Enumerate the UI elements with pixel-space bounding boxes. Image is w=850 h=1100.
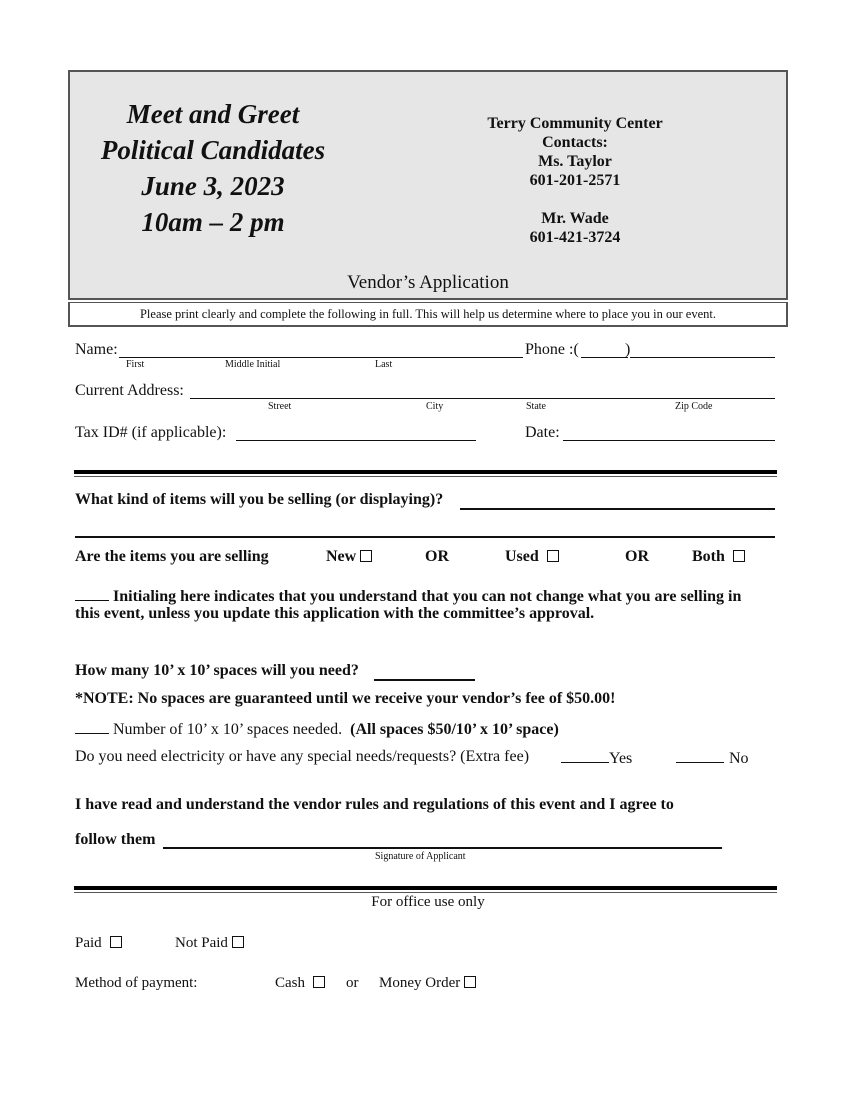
yes-field[interactable] (561, 748, 609, 763)
initial-statement (75, 586, 741, 606)
or-text: or (346, 975, 359, 991)
or-text: OR (625, 548, 649, 565)
signature-caption: Signature of Applicant (375, 851, 466, 862)
cash-checkbox[interactable] (313, 976, 325, 988)
instructions: Please print clearly and complete the following in full. This will help us determine where to place you in our event. (68, 303, 788, 327)
payment-method-label: Method of payment: (75, 975, 198, 991)
name-last-caption: Last (375, 359, 393, 370)
condition-label: Are the items you are selling (75, 548, 269, 565)
no-field[interactable] (676, 748, 724, 763)
signature-field[interactable] (163, 847, 722, 849)
venue-name: Terry Community Center (487, 115, 663, 132)
contact-2-name: Mr. Wade (541, 210, 609, 227)
section-divider (74, 892, 777, 893)
new-checkbox[interactable] (360, 550, 372, 562)
price-note: (All spaces $50/10’ x 10’ space) (350, 721, 559, 738)
no-label: No (729, 750, 749, 767)
address-street-caption: Street (268, 401, 292, 412)
agreement-line-1: I have read and understand the vendor rules and regulations of this event and I agree to (75, 796, 674, 813)
form-title: Vendor’s Application (347, 272, 509, 293)
fee-note: *NOTE: No spaces are guaranteed until we receive your vendor’s fee of $50.00! (75, 690, 616, 707)
initial-text-line-2: this event, unless you update this application with the committee’s approval. (75, 605, 595, 622)
date-field[interactable] (563, 440, 775, 441)
spaces-field[interactable] (374, 679, 475, 681)
initial-field[interactable] (75, 586, 109, 601)
used-checkbox[interactable] (547, 550, 559, 562)
name-label: Name: (75, 341, 118, 358)
event-time: 10am – 2 pm (141, 207, 285, 237)
contacts-label: Contacts: (542, 134, 608, 151)
option-new[interactable] (326, 548, 372, 566)
or-text: OR (425, 548, 449, 565)
money-order-label: Money Order (379, 975, 461, 991)
not-paid-checkbox[interactable] (232, 936, 244, 948)
office-title: For office use only (371, 894, 485, 910)
paid-label: Paid (75, 935, 102, 951)
name-middle-caption: Middle Initial (225, 359, 281, 370)
event-title-line: Meet and Greet (126, 99, 300, 129)
contact-info (460, 114, 690, 247)
items-field[interactable] (460, 508, 775, 510)
address-field[interactable] (190, 398, 775, 399)
option-used-label: Used (505, 548, 539, 565)
option-both[interactable] (692, 548, 745, 566)
agreement-line-2: follow them (75, 831, 156, 848)
address-label: Current Address: (75, 382, 184, 399)
name-field[interactable] (119, 357, 523, 358)
money-order-checkbox[interactable] (464, 976, 476, 988)
items-question: What kind of items will you be selling (or displaying)? (75, 491, 444, 508)
contact-1-phone: 601-201-2571 (529, 172, 621, 189)
spaces-question: How many 10’ x 10’ spaces will you need? (75, 662, 359, 679)
spaces-needed-label: Number of 10’ x 10’ spaces needed. (113, 721, 343, 738)
yes-label: Yes (609, 750, 633, 767)
date-label: Date: (525, 424, 560, 441)
initial-text-line-1: Initialing here indicates that you understand that you can not change what you are selling in (113, 588, 742, 605)
cash-option[interactable] (275, 975, 325, 992)
paid-checkbox[interactable] (110, 936, 122, 948)
electricity-yes[interactable] (561, 748, 632, 768)
items-field-line-2[interactable] (75, 536, 775, 538)
spaces-needed-row (75, 719, 559, 739)
tax-id-label: Tax ID# (if applicable): (75, 424, 227, 441)
phone-field[interactable] (630, 357, 775, 358)
event-title (88, 96, 338, 240)
phone-area-code-field[interactable] (581, 357, 628, 358)
phone-label: Phone :( (525, 341, 579, 358)
address-zip-caption: Zip Code (675, 401, 713, 412)
not-paid-label: Not Paid (175, 935, 228, 951)
event-date: June 3, 2023 (141, 171, 285, 201)
option-used[interactable] (505, 548, 559, 566)
divider (68, 298, 788, 300)
paid-option[interactable] (75, 935, 122, 952)
both-checkbox[interactable] (733, 550, 745, 562)
option-new-label: New (326, 548, 357, 565)
address-city-caption: City (426, 401, 444, 412)
not-paid-option[interactable] (175, 935, 244, 952)
electricity-no[interactable] (676, 748, 749, 768)
tax-id-field[interactable] (236, 440, 476, 441)
electricity-question: Do you need electricity or have any special needs/requests? (Extra fee) (75, 748, 530, 765)
contact-1-name: Ms. Taylor (538, 153, 612, 170)
section-divider (74, 886, 777, 890)
contact-2-phone: 601-421-3724 (529, 229, 621, 246)
spaces-needed-field[interactable] (75, 719, 109, 734)
event-title-line: Political Candidates (100, 135, 326, 165)
money-order-option[interactable] (379, 975, 476, 992)
section-divider (74, 470, 777, 474)
phone-paren: ) (625, 341, 631, 358)
cash-label: Cash (275, 975, 305, 991)
name-first-caption: First (126, 359, 145, 370)
address-state-caption: State (526, 401, 546, 412)
section-divider (74, 476, 777, 477)
option-both-label: Both (692, 548, 725, 565)
